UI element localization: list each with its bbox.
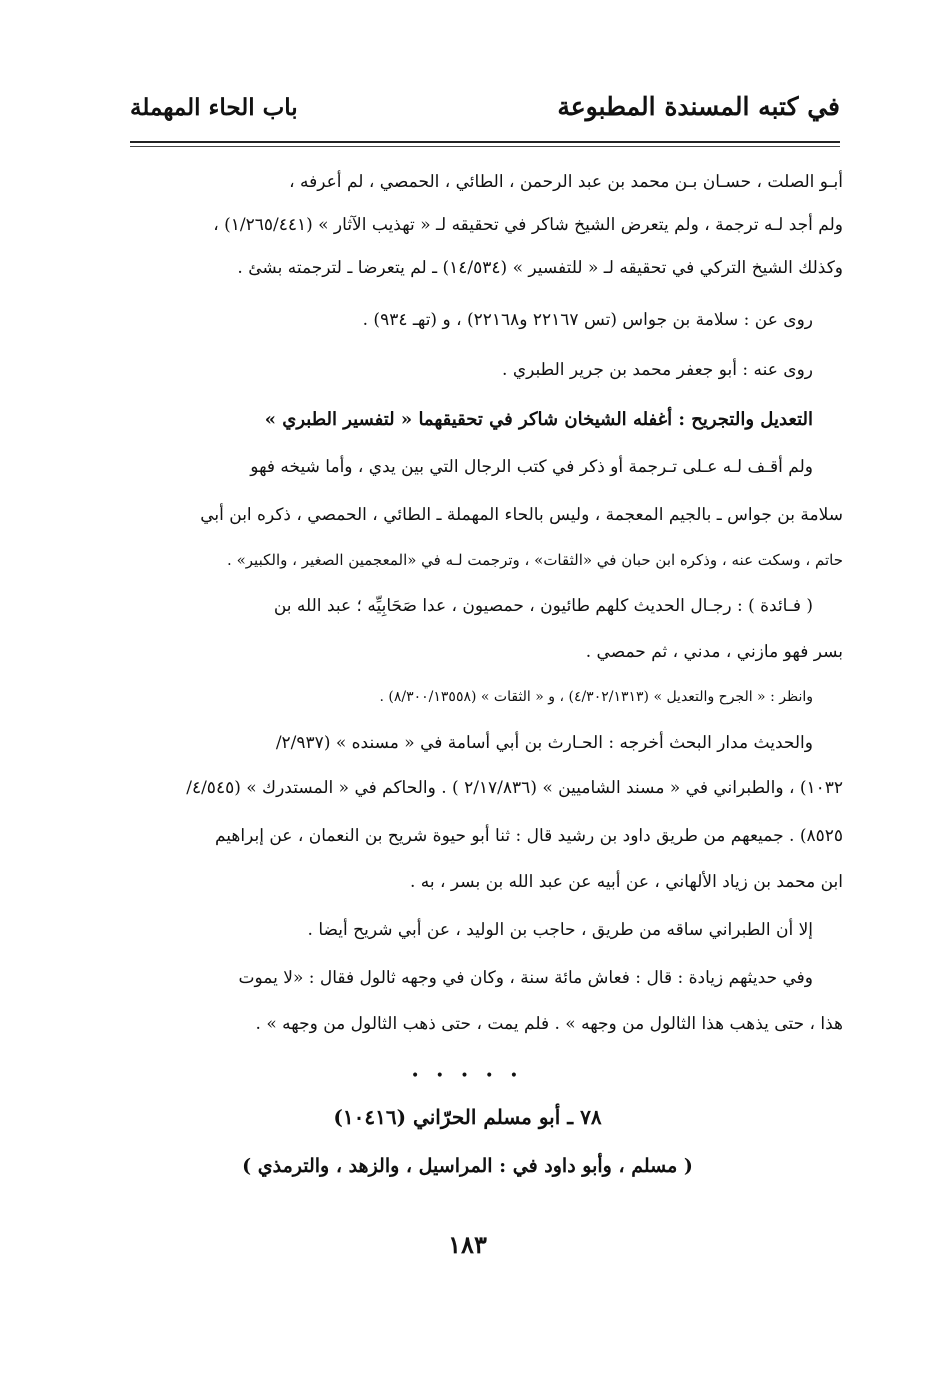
document-page: في كتبه المسندة المطبوعة باب الحاء المهملة أبـو الصلت ، حسـان بـن محمد بن عبد الرحمن ، الطائي ، الحمصي ، لم أعرفه ، ولم أجد لـه ترجمة ، ولم يتعرض الشيخ شاكر في تحقيقه لـ « تهذيب الآثار » (١/٢٦٥/٤٤١) ، وكذلك الشيخ التركي في تحقيقه لـ « للتفسير » (١٤/٥٣٤) ـ لم يتعرضا ـ لترجمته بشئ . روى عن : سلامة بن جواس (تس ٢٢١٦٧ و٢٢١٦٨) ، و (تهـ ٩٣٤) . روى عنه : أبو جعفر محمد بن جرير الطبري . التعديل والتجريح : أغفله الشيخان شاكر في تحقيقهما « لتفسير الطبري » ولم أقـف لـه عـلى تـرجمة أو ذكر في كتب الرجال التي بين يدي ، وأما شيخه فهو سلامة بن جواس ـ بالجيم المعجمة ، وليس بالحاء المهملة ـ الطائي ، الحمصي ، ذكره ابن أبي حاتم ، وسكت عنه ، وذكره ابن حبان في «الثقات» ، وترجمت لـه في «المعجمين الصغير ، والكبير» . ( فـائدة ) : رجـال الحديث كلهم طائيون ، حمصيون ، عدا صَحَابِيِّه ؛ عبد الله بن بسر فهو مازني ، مدني ، ثم حمصي . وانظر : « الجرح والتعديل » (٤/٣٠٢/١٣١٣) ، و « الثقات » (٨/٣٠٠/١٣٥٥٨) . والحديث مدار البحث أخرجه : الحـارث بن أبي أسامة في « مسنده » (٢/٩٣٧/ ١٠٣٢) ، والطبراني في « مسند الشاميين » (٢/١٧/٨٣٦ ) . والحاكم في « المستدرك » (٤/٥٤٥/ ٨٥٢٥) . جميعهم من طريق داود بن رشيد قال : ثنا أبو حيوة شريح بن النعمان ، عن إبراهيم ابن محمد بن زياد الألهاني ، عن أبيه عن عبد الله بن بسر ، به . إلا أن الطبراني ساقه من طريق ، حاجب بن الوليد ، عن أبي شريح أيضا . وفي حديثهم زيادة : قال : فعاش مائة سنة ، وكان في وجهه ثالول فقال : «لا يموت هذا ، حتى يذهب هذا الثالول من وجهه » . فلم يمت ، حتى ذهب الثالول من وجهه » . • • • • • ٧٨ ـ أبو مسلم الحرّاني (١٠٤١٦) ( مسلم ، وأبو داود في : المراسيل ، والزهد ، والترمذي ) ١٨٣	[0, 0, 935, 1373]
running-header	[130, 92, 840, 136]
separator-stars: • • • • •	[410, 1068, 525, 1084]
header-rule-thin	[130, 146, 840, 147]
header-right-title: في كتبه المسندة المطبوعة	[557, 92, 840, 121]
entry-title: ٧٨ ـ أبو مسلم الحرّاني (١٠٤١٦)	[333, 1105, 602, 1129]
header-rule	[130, 141, 840, 143]
entry-subtitle: ( مسلم ، وأبو داود في : المراسيل ، والزهد ، والترمذي )	[242, 1155, 693, 1177]
page-number: ١٨٣	[448, 1230, 487, 1259]
header-left-title: باب الحاء المهملة	[130, 94, 298, 121]
